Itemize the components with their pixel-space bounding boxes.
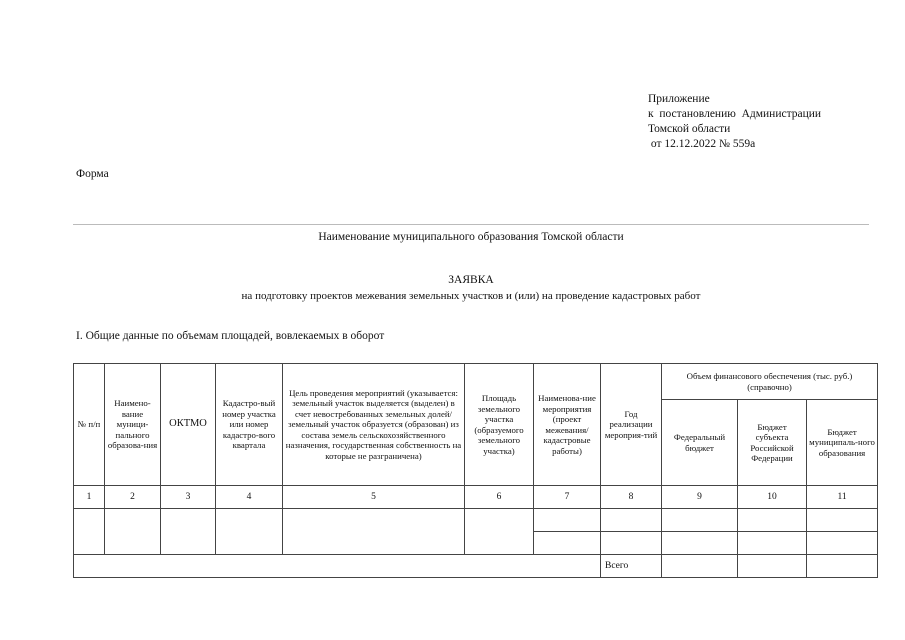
appendix-line: от 12.12.2022 № 559а <box>648 138 756 150</box>
column-number: 1 <box>74 486 105 509</box>
column-number: 7 <box>534 486 601 509</box>
empty-cell[interactable] <box>105 509 161 555</box>
column-number: 8 <box>601 486 662 509</box>
header-cadastral-number: Кадастро-вый номер участка или номер кадастро-вого квартала <box>216 364 283 486</box>
total-label: Всего <box>601 555 662 578</box>
form-label: Форма <box>76 168 109 180</box>
appendix-line: Томской области <box>648 123 731 135</box>
column-number: 3 <box>161 486 216 509</box>
empty-cell[interactable] <box>534 509 601 532</box>
header-municipality-name: Наимено-вание муници-пального образова-ния <box>105 364 161 486</box>
empty-cell[interactable] <box>738 509 807 532</box>
column-number: 2 <box>105 486 161 509</box>
column-number-row <box>74 486 878 509</box>
header-year: Год реализации мероприя-тий <box>601 364 662 486</box>
empty-cell[interactable] <box>161 509 216 555</box>
column-number: 11 <box>807 486 878 509</box>
header-purpose: Цель проведения мероприятий (указывается: земельный участок выделяется (выделен) в счет невостребованных земельных долей/земельный участок образуется (образован) из состава земель сельскохозяйственного назначения, государственная собственность на которые не разграничена) <box>283 364 465 486</box>
municipality-caption: Наименование муниципального образования Томской области <box>318 231 624 243</box>
empty-cell[interactable] <box>534 532 601 555</box>
header-event-name: Наименова-ние мероприятия (проект межевания/ кадастровые работы) <box>534 364 601 486</box>
appendix-block <box>648 92 821 152</box>
empty-cell[interactable] <box>283 509 465 555</box>
column-number: 4 <box>216 486 283 509</box>
empty-cell[interactable] <box>807 509 878 532</box>
application-table <box>73 363 878 578</box>
header-num: № п/п <box>74 364 105 486</box>
header-federal-budget: Федеральный бюджет <box>662 400 738 486</box>
column-number: 10 <box>738 486 807 509</box>
empty-cell[interactable] <box>601 509 662 532</box>
empty-cell[interactable] <box>662 509 738 532</box>
document-title: ЗАЯВКА <box>448 274 494 286</box>
total-regional-cell[interactable] <box>738 555 807 578</box>
column-number: 5 <box>283 486 465 509</box>
table-row <box>74 509 878 532</box>
empty-cell[interactable] <box>465 509 534 555</box>
empty-cell[interactable] <box>807 532 878 555</box>
empty-cell[interactable] <box>74 509 105 555</box>
empty-cell <box>74 555 601 578</box>
total-row <box>74 555 878 578</box>
header-area: Площадь земельного участка (образуемого земельного участка) <box>465 364 534 486</box>
header-funding: Объем финансового обеспечения (тыс. руб.) (справочно) <box>662 364 878 400</box>
document-subtitle: на подготовку проектов межевания земельных участков и (или) на проведение кадастровых работ <box>241 290 701 302</box>
municipality-name-line <box>73 224 869 225</box>
empty-cell[interactable] <box>601 532 662 555</box>
section-heading: I. Общие данные по объемам площадей, вовлекаемых в оборот <box>76 330 385 342</box>
total-federal-cell[interactable] <box>662 555 738 578</box>
empty-cell[interactable] <box>662 532 738 555</box>
empty-cell[interactable] <box>216 509 283 555</box>
empty-cell[interactable] <box>738 532 807 555</box>
appendix-line: к постановлению Администрации <box>648 108 822 120</box>
appendix-line: Приложение <box>648 93 710 105</box>
column-number: 6 <box>465 486 534 509</box>
header-regional-budget: Бюджет субъекта Российской Федерации <box>738 400 807 486</box>
total-municipal-cell[interactable] <box>807 555 878 578</box>
column-number: 9 <box>662 486 738 509</box>
header-municipal-budget: Бюджет муниципаль-ного образования <box>807 400 878 486</box>
header-oktmo: ОКТМО <box>161 364 216 486</box>
